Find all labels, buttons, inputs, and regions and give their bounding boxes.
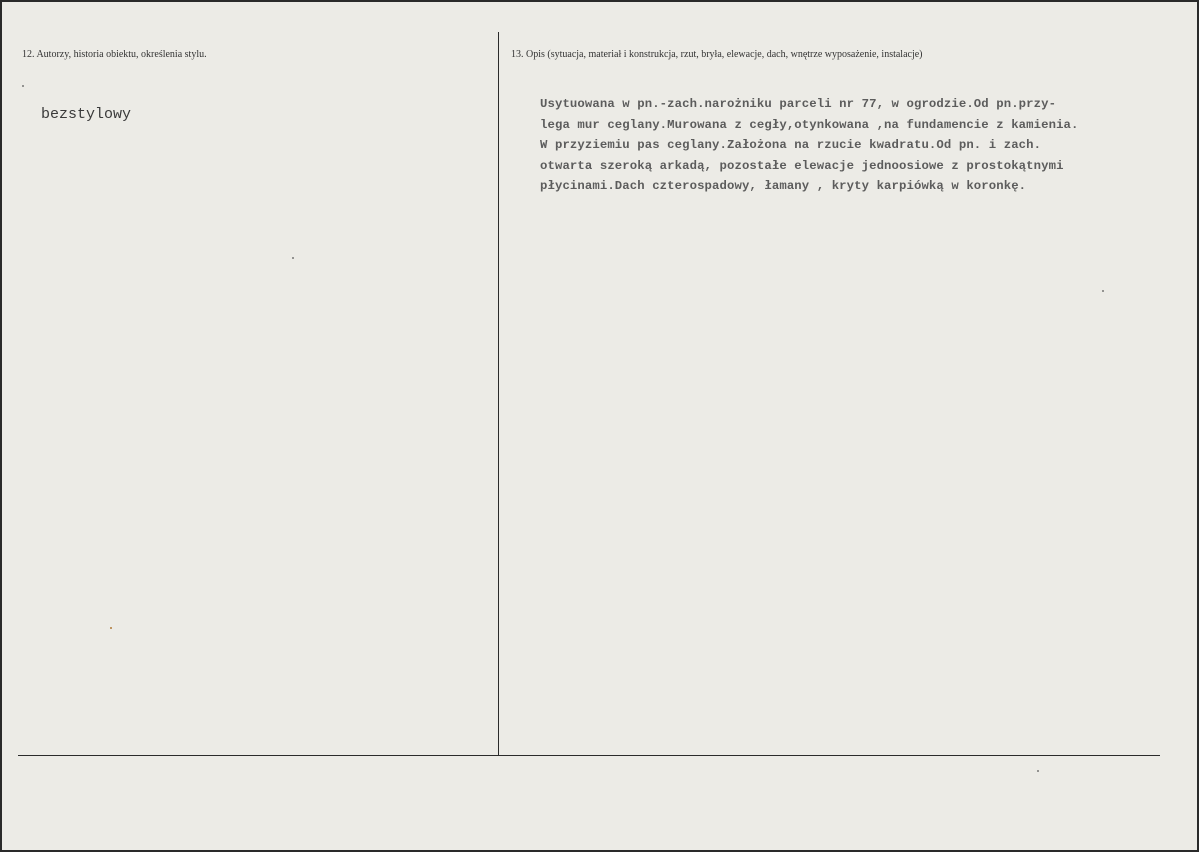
paper-speck xyxy=(110,627,112,629)
paper-speck xyxy=(1037,770,1039,772)
section-13-label: 13. Opis (sytuacja, materiał i konstrukcja, rzut, bryła, elewacje, dach, wnętrze wyposażenie, instalacje) xyxy=(511,49,923,60)
description-line: Usytuowana w pn.-zach.narożniku parceli nr 77, w ogrodzie.Od pn.przy- xyxy=(540,97,1057,111)
horizontal-divider xyxy=(18,755,1160,756)
description-line: W przyziemiu pas ceglany.Założona na rzucie kwadratu.Od pn. i zach. xyxy=(540,138,1042,152)
style-value: bezstylowy xyxy=(41,106,132,123)
description-line: płycinami.Dach czterospadowy, łamany , kryty karpiówką w koronkę. xyxy=(540,179,1027,193)
paper-speck xyxy=(22,85,24,87)
paper-speck xyxy=(292,257,294,259)
description-line: lega mur ceglany.Murowana z cegły,otynkowana ,na fundamencie z kamienia. xyxy=(540,117,1079,132)
section-12-label: 12. Autorzy, historia obiektu, określenia stylu. xyxy=(22,49,207,60)
vertical-divider xyxy=(498,32,499,756)
description-line: otwarta szeroką arkadą, pozostałe elewacje jednoosiowe z prostokątnymi xyxy=(540,158,1064,173)
paper-speck xyxy=(1102,290,1104,292)
description-text xyxy=(540,94,1180,197)
